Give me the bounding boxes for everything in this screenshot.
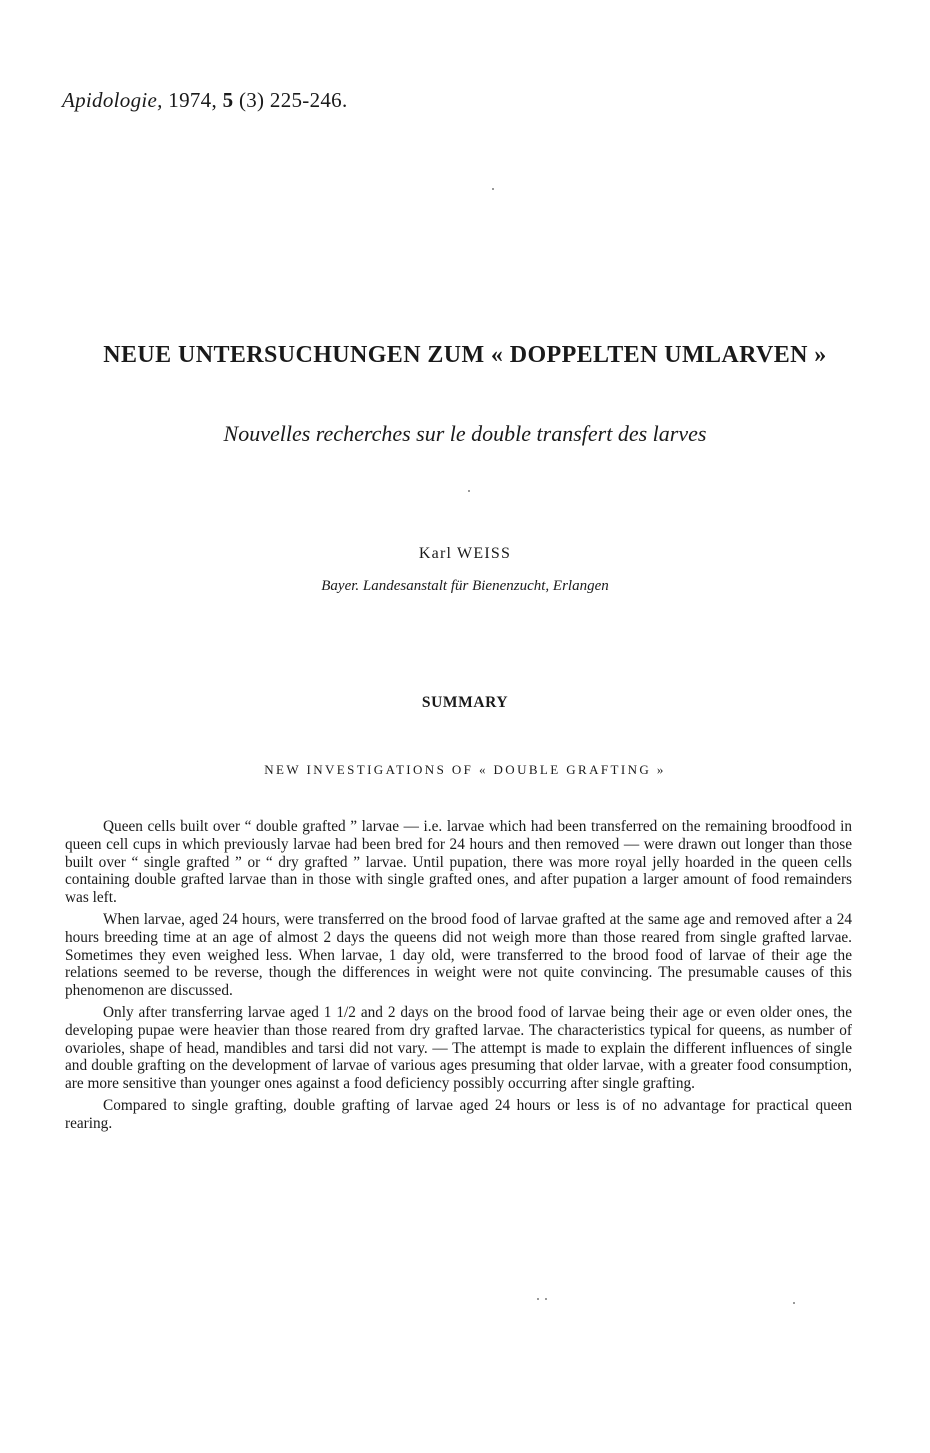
summary-heading: SUMMARY <box>421 694 509 711</box>
scan-speck <box>793 1302 795 1304</box>
journal-citation <box>62 88 348 113</box>
journal-volume: 5 <box>222 88 234 112</box>
author-affiliation: Bayer. Landesanstalt für Bienenzucht, Erlangen <box>321 578 609 594</box>
summary-paragraph: When larvae, aged 24 hours, were transferred on the brood food of larvae grafted at the same age and removed after a 24 hours breeding time at an age of almost 2 days the queens did not weigh more than those reared from single grafted larvae. Sometimes they even weighed less. When larvae, 1 day old, were transferred to the brood food of larvae of their age the relations seemed to be reverse, though the differences in weight were not quite convincing. The presumable causes of this phenomenon are discussed. <box>65 910 852 1000</box>
summary-paragraph: Queen cells built over “ double grafted ” larvae — i.e. larvae which had been transferred on the remaining broodfood in queen cell cups in which previously larvae had been bred for 24 hours and then removed — were drawn out longer than those built over “ single grafted ” or “ dry grafted ” larvae. Until pupation, there was more royal jelly hoarded in the queen cells containing double grafted larvae than in those with single grafted ones, and after pupation a larger amount of food remainders was left. <box>65 818 852 907</box>
summary-body <box>65 818 852 1137</box>
scan-speck <box>492 188 494 190</box>
journal-name: Apidologie, <box>62 88 163 112</box>
summary-paragraph: Only after transferring larvae aged 1 1/2 and 2 days on the brood food of larvae being their age or even older ones, the developing pupae were heavier than those reared from dry grafted larvae. The characteristics typical for queens, as number of ovarioles, shape of head, mandibles and tarsi did not vary. — The attempt is made to explain the different influences of single and double grafting on the development of larvae of various ages presuming that older larvae, with a greater food consumption, are more sensitive than younger ones against a food deficiency possibly occurring after single grafting. <box>65 1003 852 1093</box>
scan-speck <box>545 1298 547 1300</box>
scan-speck <box>537 1298 539 1300</box>
journal-issue-pages: (3) 225-246. <box>238 88 348 112</box>
scan-speck <box>468 490 470 492</box>
summary-subheading: NEW INVESTIGATIONS OF « DOUBLE GRAFTING » <box>264 762 666 777</box>
article-subtitle: Nouvelles recherches sur le double transfert des larves <box>223 421 707 446</box>
author-name: Karl WEISS <box>418 545 512 562</box>
summary-paragraph: Compared to single grafting, double grafting of larvae aged 24 hours or less is of no advantage for practical queen rearing. <box>65 1096 852 1132</box>
article-title: NEUE UNTERSUCHUNGEN ZUM « DOPPELTEN UMLARVEN » <box>103 342 827 368</box>
journal-year: 1974, <box>168 88 218 112</box>
